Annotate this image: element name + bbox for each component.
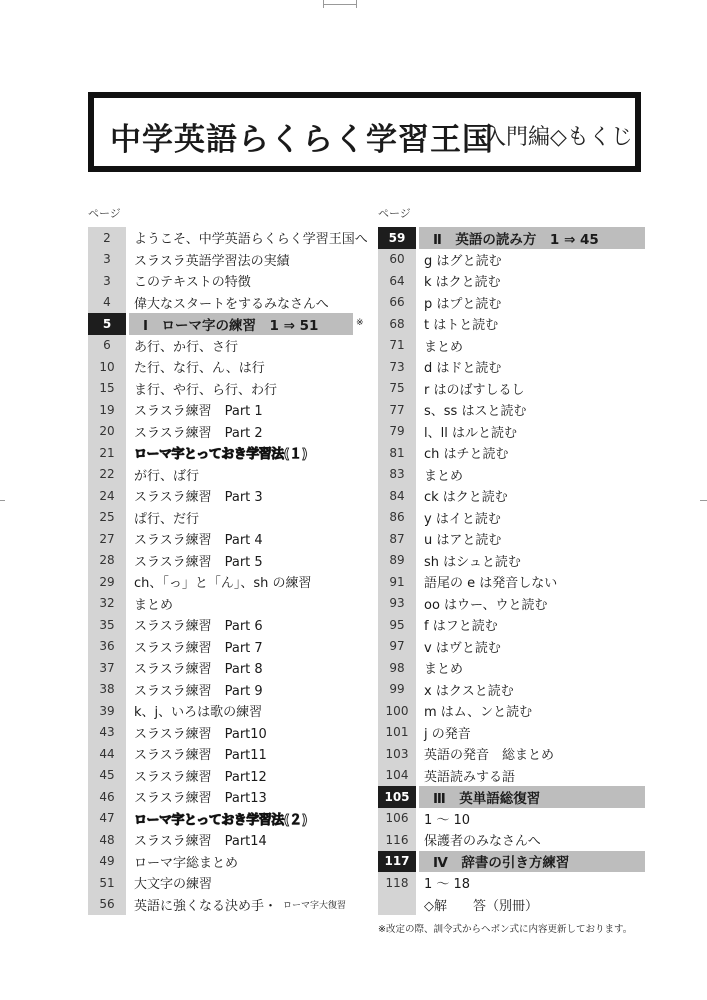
toc-page-number: 100 <box>378 700 416 722</box>
toc-entry-text: スラスラ練習 Part 9 <box>134 683 263 699</box>
toc-page-number: 49 <box>88 851 126 873</box>
toc-row <box>88 227 368 249</box>
toc-page-number: 117 <box>378 851 416 873</box>
toc-entry-text: スラスラ練習 Part 6 <box>134 619 263 635</box>
toc-entry-text: ch はチと読む <box>424 447 509 463</box>
toc-entry-text: まとめ <box>134 597 174 613</box>
toc-row <box>88 292 368 314</box>
toc-page-number: 68 <box>378 313 416 335</box>
toc-page-number: 2 <box>88 227 126 249</box>
toc-page-number: 38 <box>88 679 126 701</box>
toc-entry-text: スラスラ練習 Part14 <box>134 834 267 850</box>
toc-page-number: 64 <box>378 270 416 292</box>
toc-entry-text: Ⅰ ローマ字の練習 1 ⇒ 51 <box>143 317 319 334</box>
toc-entry-title <box>126 808 307 830</box>
toc-section-title <box>129 313 353 335</box>
crop-mark <box>0 500 5 501</box>
toc-row <box>88 442 368 464</box>
toc-entry-title <box>416 743 554 765</box>
toc-entry-text: 1 ～ 10 <box>424 812 471 828</box>
toc-entry-text: スラスラ練習 Part 7 <box>134 640 263 656</box>
toc-page-number: 44 <box>88 743 126 765</box>
toc-entry-title <box>416 335 463 357</box>
toc-row <box>88 614 368 636</box>
toc-entry-text: p はプと読む <box>424 296 502 312</box>
crop-mark <box>700 500 707 501</box>
toc-page-number: 48 <box>88 829 126 851</box>
toc-entry-title <box>126 722 267 744</box>
crop-mark <box>323 4 357 5</box>
page-subtitle: 入門編◇もくじ <box>484 125 633 150</box>
toc-entry-text: m はム、ンと読む <box>424 705 533 721</box>
toc-row <box>88 808 368 830</box>
toc-page-number: 77 <box>378 399 416 421</box>
toc-row <box>378 700 645 722</box>
toc-page-number: 89 <box>378 550 416 572</box>
toc-row <box>88 593 368 615</box>
toc-page-number: 71 <box>378 335 416 357</box>
toc-entry-title <box>416 356 501 378</box>
toc-row <box>88 485 368 507</box>
toc-row <box>88 872 368 894</box>
toc-row <box>378 442 645 464</box>
toc-row <box>378 249 645 271</box>
toc-entry-title <box>126 593 173 615</box>
toc-entry-title <box>126 765 267 787</box>
toc-entry-title <box>416 464 463 486</box>
toc-entry-title <box>126 829 267 851</box>
toc-entry-text: v はヴと読む <box>424 640 501 656</box>
toc-row <box>88 829 368 851</box>
toc-entry-text: sh はシュと読む <box>424 554 521 570</box>
toc-entry-text: スラスラ練習 Part 4 <box>134 533 263 549</box>
toc-entry-title <box>126 679 263 701</box>
toc-entry-text: 英語読みする語 <box>424 769 516 785</box>
toc-entry-title <box>126 335 238 357</box>
toc-entry-title <box>126 227 368 249</box>
toc-row <box>88 356 368 378</box>
toc-entry-text: 1 ～ 18 <box>424 877 471 893</box>
toc-page-number: 83 <box>378 464 416 486</box>
toc-entry-text: f はフと読む <box>424 619 498 635</box>
toc-entry-title <box>126 851 238 873</box>
toc-row <box>378 593 645 615</box>
toc-row <box>378 292 645 314</box>
toc-row <box>88 851 368 873</box>
toc-row <box>378 571 645 593</box>
toc-section-row <box>378 851 645 873</box>
toc-row <box>88 657 368 679</box>
toc-entry-title <box>126 421 263 443</box>
toc-entry-text: スラスラ練習 Part 1 <box>134 404 263 420</box>
toc-page-number: 56 <box>88 894 126 916</box>
toc-entry-text: t はトと読む <box>424 318 499 334</box>
toc-section-title <box>419 786 645 808</box>
toc-page-number: 15 <box>88 378 126 400</box>
toc-row <box>88 378 368 400</box>
toc-page-number: 95 <box>378 614 416 636</box>
toc-row <box>378 335 645 357</box>
toc-entry-text: u はアと読む <box>424 533 502 549</box>
toc-page-number: 103 <box>378 743 416 765</box>
toc-page-number <box>378 894 416 916</box>
toc-row <box>88 679 368 701</box>
toc-entry-title <box>126 700 262 722</box>
toc-entry-text: スラスラ練習 Part12 <box>134 769 267 785</box>
toc-row <box>88 335 368 357</box>
toc-entry-text: g はグと読む <box>424 253 502 269</box>
toc-entry-text: た行、な行、ん、は行 <box>134 361 265 377</box>
toc-page-number: 19 <box>88 399 126 421</box>
toc-row <box>88 743 368 765</box>
toc-entry-text: j の発音 <box>424 726 471 742</box>
toc-row <box>88 765 368 787</box>
toc-page-number: 6 <box>88 335 126 357</box>
note-mark: ※ <box>356 318 364 328</box>
toc-entry-text: d はドと読む <box>424 361 502 377</box>
toc-row <box>88 700 368 722</box>
toc-row <box>88 722 368 744</box>
toc-page-number: 73 <box>378 356 416 378</box>
toc-page-number: 25 <box>88 507 126 529</box>
toc-row <box>378 399 645 421</box>
toc-row <box>378 808 645 830</box>
toc-entry-title <box>126 442 307 464</box>
toc-entry-title <box>126 399 263 421</box>
toc-section-row <box>378 227 645 249</box>
page-title: 中学英語らくらく学習王国 <box>110 122 494 158</box>
toc-entry-title <box>126 356 265 378</box>
toc-row <box>378 679 645 701</box>
footnote: ※改定の際、訓令式からヘボン式に内容更新しております。 <box>378 924 633 935</box>
toc-entry-text: ck はクと読む <box>424 490 508 506</box>
toc-entry-title <box>416 313 498 335</box>
toc-section-row <box>378 786 645 808</box>
toc-page-number: 105 <box>378 786 416 808</box>
toc-entry-title <box>416 657 463 679</box>
toc-row <box>378 829 645 851</box>
toc-page-number: 3 <box>88 270 126 292</box>
toc-entry-text: 大文字の練習 <box>134 877 213 893</box>
toc-entry-title <box>416 614 498 636</box>
toc-entry-text: まとめ <box>424 662 464 678</box>
toc-page-number: 104 <box>378 765 416 787</box>
toc-row <box>88 507 368 529</box>
toc-page-number: 3 <box>88 249 126 271</box>
toc-entry-text: このテキストの特徴 <box>134 275 251 291</box>
toc-entry-text: スラスラ練習 Part11 <box>134 748 267 764</box>
toc-entry-text: ローマ字総まとめ <box>134 855 239 871</box>
toc-entry-text: が行、ば行 <box>134 468 200 484</box>
toc-page-number: 86 <box>378 507 416 529</box>
toc-entry-title <box>416 700 532 722</box>
toc-entry-title <box>416 550 521 572</box>
toc-entry-title <box>416 399 526 421</box>
toc-entry-text: まとめ <box>424 339 464 355</box>
toc-row <box>88 571 368 593</box>
toc-entry-title <box>126 786 267 808</box>
toc-row <box>378 636 645 658</box>
toc-section-row <box>88 313 368 335</box>
toc-page-number: 79 <box>378 421 416 443</box>
toc-page-number: 29 <box>88 571 126 593</box>
toc-entry-text: スラスラ練習 Part 8 <box>134 662 263 678</box>
toc-entry-title <box>416 421 517 443</box>
toc-row <box>378 765 645 787</box>
toc-entry-text: スラスラ練習 Part 2 <box>134 425 263 441</box>
toc-entry-text: x はクスと読む <box>424 683 514 699</box>
toc-entry-text: ◇解 答（別冊） <box>424 898 538 914</box>
toc-entry-text: r はのばすしるし <box>424 382 525 398</box>
page-column-header-left: ページ <box>88 207 121 220</box>
toc-page-number: 97 <box>378 636 416 658</box>
toc-entry-title <box>416 442 509 464</box>
toc-page-number: 59 <box>378 227 416 249</box>
toc-row <box>378 270 645 292</box>
toc-row <box>88 421 368 443</box>
toc-row <box>378 378 645 400</box>
toc-entry-text: スラスラ練習 Part13 <box>134 791 267 807</box>
toc-row <box>88 550 368 572</box>
toc-entry-text: ローマ字とっておき学習法(２) <box>134 812 308 828</box>
toc-entry-title <box>416 507 501 529</box>
toc-page-number: 27 <box>88 528 126 550</box>
toc-entry-text: ま行、や行、ら行、わ行 <box>134 382 278 398</box>
toc-row <box>88 464 368 486</box>
toc-page-number: 22 <box>88 464 126 486</box>
title-box <box>88 92 641 172</box>
toc-page-number: 98 <box>378 657 416 679</box>
toc-entry-title <box>126 657 263 679</box>
toc-page-number: 84 <box>378 485 416 507</box>
toc-row <box>88 636 368 658</box>
toc-entry-text: 英語に強くなる決め手・ <box>134 898 278 914</box>
toc-row <box>378 657 645 679</box>
toc-page-number: 32 <box>88 593 126 615</box>
toc-section-title <box>419 227 645 249</box>
toc-entry-text: あ行、か行、さ行 <box>134 339 239 355</box>
page-column-header-right: ページ <box>378 207 411 220</box>
toc-entry-text: Ⅲ 英単語総復習 <box>433 790 541 807</box>
toc-entry-text: 語尾の e は発音しない <box>424 576 558 592</box>
toc-entry-text: 保護者のみなさんへ <box>424 834 541 850</box>
toc-entry-title <box>126 550 263 572</box>
toc-page-number: 51 <box>88 872 126 894</box>
toc-page-number: 45 <box>88 765 126 787</box>
toc-page-number: 43 <box>88 722 126 744</box>
toc-entry-text: 英語の発音 総まとめ <box>424 748 555 764</box>
toc-page-number: 87 <box>378 528 416 550</box>
toc-page-number: 10 <box>88 356 126 378</box>
toc-entry-title <box>126 292 329 314</box>
toc-entry-text: oo はウー、ウと読む <box>424 597 548 613</box>
toc-entry-title <box>126 614 263 636</box>
toc-page-number: 5 <box>88 313 126 335</box>
toc-entry-text: y はイと読む <box>424 511 501 527</box>
toc-entry-title <box>416 636 501 658</box>
toc-row <box>378 722 645 744</box>
toc-page-number: 46 <box>88 786 126 808</box>
toc-entry-text: k はクと読む <box>424 275 501 291</box>
toc-entry-text: ch、「っ」と「ん」、sh の練習 <box>134 576 312 592</box>
toc-entry-text: s、ss はスと読む <box>424 404 527 420</box>
toc-page-number: 21 <box>88 442 126 464</box>
toc-entry-title <box>126 485 263 507</box>
toc-entry-title <box>126 894 346 916</box>
toc-entry-title <box>416 292 501 314</box>
toc-entry-text: 偉大なスタートをするみなさんへ <box>134 296 329 312</box>
toc-entry-title <box>416 571 557 593</box>
toc-entry-title <box>126 507 199 529</box>
toc-entry-title <box>416 679 514 701</box>
toc-row <box>378 313 645 335</box>
toc-page-number: 24 <box>88 485 126 507</box>
toc-entry-title <box>416 829 541 851</box>
toc-row <box>88 399 368 421</box>
toc-entry-title <box>126 464 199 486</box>
toc-entry-text: スラスラ練習 Part10 <box>134 726 267 742</box>
toc-row <box>88 894 368 916</box>
toc-entry-title <box>416 528 501 550</box>
toc-page-number: 75 <box>378 378 416 400</box>
toc-entry-note: ローマ字大復習 <box>283 900 347 911</box>
toc-page-number: 20 <box>88 421 126 443</box>
toc-page-number: 4 <box>88 292 126 314</box>
toc-row <box>378 894 645 916</box>
toc-row <box>378 743 645 765</box>
toc-entry-text: Ⅳ 辞書の引き方練習 <box>433 855 570 872</box>
toc-entry-title <box>416 894 538 916</box>
toc-page-number: 106 <box>378 808 416 830</box>
toc-page-number: 66 <box>378 292 416 314</box>
toc-entry-title <box>416 722 471 744</box>
toc-page-number: 93 <box>378 593 416 615</box>
toc-row <box>378 614 645 636</box>
toc-page-number: 60 <box>378 249 416 271</box>
toc-page-number: 35 <box>88 614 126 636</box>
toc-column-left <box>88 227 368 915</box>
toc-entry-title <box>126 743 267 765</box>
toc-page-number: 118 <box>378 872 416 894</box>
toc-row <box>378 485 645 507</box>
toc-entry-title <box>416 765 515 787</box>
toc-entry-text: l、ll はルと読む <box>424 425 517 441</box>
toc-row <box>88 270 368 292</box>
toc-page-number: 39 <box>88 700 126 722</box>
toc-row <box>378 464 645 486</box>
toc-entry-title <box>126 528 263 550</box>
toc-entry-title <box>126 571 312 593</box>
toc-row <box>88 528 368 550</box>
toc-entry-text: スラスラ練習 Part 5 <box>134 554 263 570</box>
toc-entry-text: スラスラ練習 Part 3 <box>134 490 263 506</box>
toc-row <box>88 786 368 808</box>
toc-entry-title <box>416 270 501 292</box>
toc-page-number: 37 <box>88 657 126 679</box>
toc-page-number: 28 <box>88 550 126 572</box>
toc-entry-title <box>416 872 470 894</box>
toc-section-title <box>419 851 645 873</box>
toc-entry-title <box>416 808 470 830</box>
toc-entry-title <box>126 270 251 292</box>
toc-entry-title <box>416 249 502 271</box>
toc-row <box>378 528 645 550</box>
toc-page-number: 91 <box>378 571 416 593</box>
toc-entry-title <box>416 378 524 400</box>
toc-column-right <box>378 227 645 915</box>
toc-entry-text: Ⅱ 英語の読み方 1 ⇒ 45 <box>433 231 599 248</box>
toc-entry-text: ようこそ、中学英語らくらく学習王国へ <box>134 232 368 248</box>
toc-row <box>378 872 645 894</box>
toc-entry-text: ぱ行、だ行 <box>134 511 200 527</box>
toc-entry-title <box>126 378 277 400</box>
toc-page-number: 99 <box>378 679 416 701</box>
toc-entry-title <box>416 485 508 507</box>
toc-entry-text: スラスラ英語学習法の実績 <box>134 253 290 269</box>
toc-entry-text: ローマ字とっておき学習法(１) <box>134 447 308 463</box>
toc-entry-text: まとめ <box>424 468 464 484</box>
toc-entry-title <box>126 636 263 658</box>
toc-page-number: 116 <box>378 829 416 851</box>
toc-page-number: 101 <box>378 722 416 744</box>
toc-row <box>88 249 368 271</box>
toc-row <box>378 550 645 572</box>
toc-entry-title <box>126 249 290 271</box>
toc-row <box>378 421 645 443</box>
toc-row <box>378 507 645 529</box>
toc-entry-text: k、j、いろは歌の練習 <box>134 705 263 721</box>
toc-page-number: 36 <box>88 636 126 658</box>
toc-entry-title <box>416 593 548 615</box>
toc-page-number: 81 <box>378 442 416 464</box>
toc-entry-title <box>126 872 212 894</box>
toc-row <box>378 356 645 378</box>
toc-page-number: 47 <box>88 808 126 830</box>
